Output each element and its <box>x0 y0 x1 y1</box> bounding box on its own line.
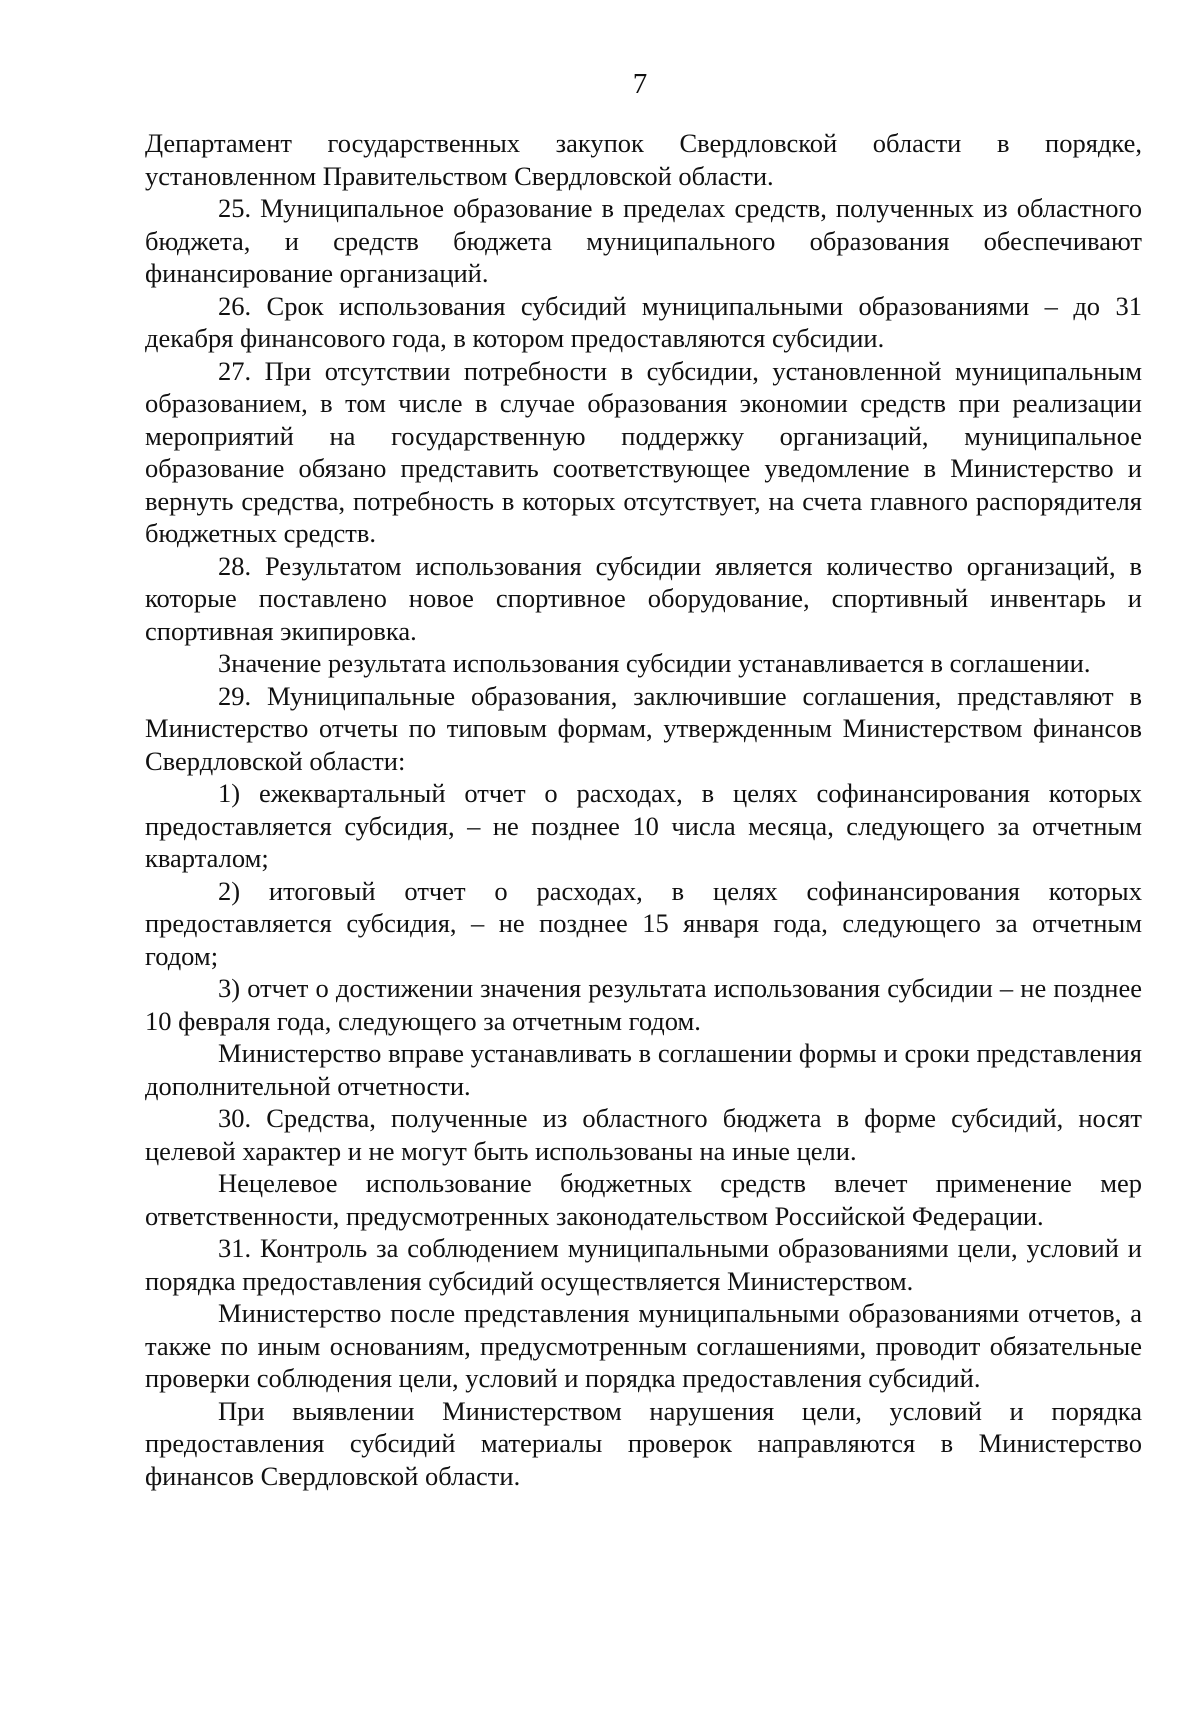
paragraph-result-value: Значение результата использования субсидии устанавливается в соглашении. <box>218 648 1091 678</box>
paragraph-item-31: 31. Контроль за соблюдением муниципальными образованиями цели, условий и порядка предоставления субсидий осуществляется Министерством. <box>145 1233 1142 1296</box>
paragraph-item-26: 26. Срок использования субсидий муниципальными образованиями – до 31 декабря финансового года, в котором предоставляются субсидии. <box>145 290 1142 353</box>
paragraph-misuse-liability: Нецелевое использование бюджетных средств влечет применение мер ответственности, предусмотренных законодательством Российской Федерации. <box>145 1168 1142 1231</box>
paragraph-item-28: 28. Результатом использования субсидии является количество организаций, в которые поставлено новое спортивное оборудование, спортивный инвентарь и спортивная экипировка. <box>145 550 1142 646</box>
document-body <box>145 127 1142 1492</box>
paragraph-inspections: Министерство после представления муниципальными образованиями отчетов, а также по иным основаниям, предусмотренным соглашениями, проводит обязательные проверки соблюдения цели, условий и порядка предоставления субсидий. <box>145 1298 1142 1393</box>
list-item-1: 1) ежеквартальный отчет о расходах, в целях софинансирования которых предоставляется субсидия, – не позднее 10 числа месяца, следующего за отчетным кварталом; <box>145 778 1142 873</box>
list-item-2: 2) итоговый отчет о расходах, в целях софинансирования которых предоставляется субсидия, – не позднее 15 января года, следующего за отчетным годом; <box>145 875 1142 971</box>
paragraph-item-29: 29. Муниципальные образования, заключившие соглашения, представляют в Министерство отчеты по типовым формам, утвержденным Министерством финансов Свердловской области: <box>145 680 1142 776</box>
paragraph-item-27: 27. При отсутствии потребности в субсидии, установленной муниципальным образованием, в том числе в случае образования экономии средств при реализации мероприятий на государственную поддержку организаций, муниципальное образование обязано представить соответствующее уведомление в Министерство и вернуть средства, потребность в которых отсутствует, на счета главного распорядителя бюджетных средств. <box>145 355 1142 548</box>
paragraph-violations: При выявлении Министерством нарушения цели, условий и порядка предоставления субсидий материалы проверок направляются в Министерство финансов Свердловской области. <box>145 1395 1142 1491</box>
paragraph-item-30: 30. Средства, полученные из областного бюджета в форме субсидий, носят целевой характер и не могут быть использованы на иные цели. <box>145 1103 1142 1166</box>
page-number: 7 <box>632 68 648 100</box>
paragraph-item-25: 25. Муниципальное образование в пределах средств, полученных из областного бюджета, и средств бюджета муниципального образования обеспечивают финансирование организаций. <box>145 193 1142 288</box>
list-item-3: 3) отчет о достижении значения результата использования субсидии – не позднее 10 февраля года, следующего за отчетным годом. <box>145 973 1142 1036</box>
paragraph-continuation: Департамент государственных закупок Свердловской области в порядке, установленном Правительством Свердловской области. <box>145 128 1142 191</box>
paragraph-additional-reporting: Министерство вправе устанавливать в соглашении формы и сроки представления дополнительной отчетности. <box>145 1038 1142 1101</box>
